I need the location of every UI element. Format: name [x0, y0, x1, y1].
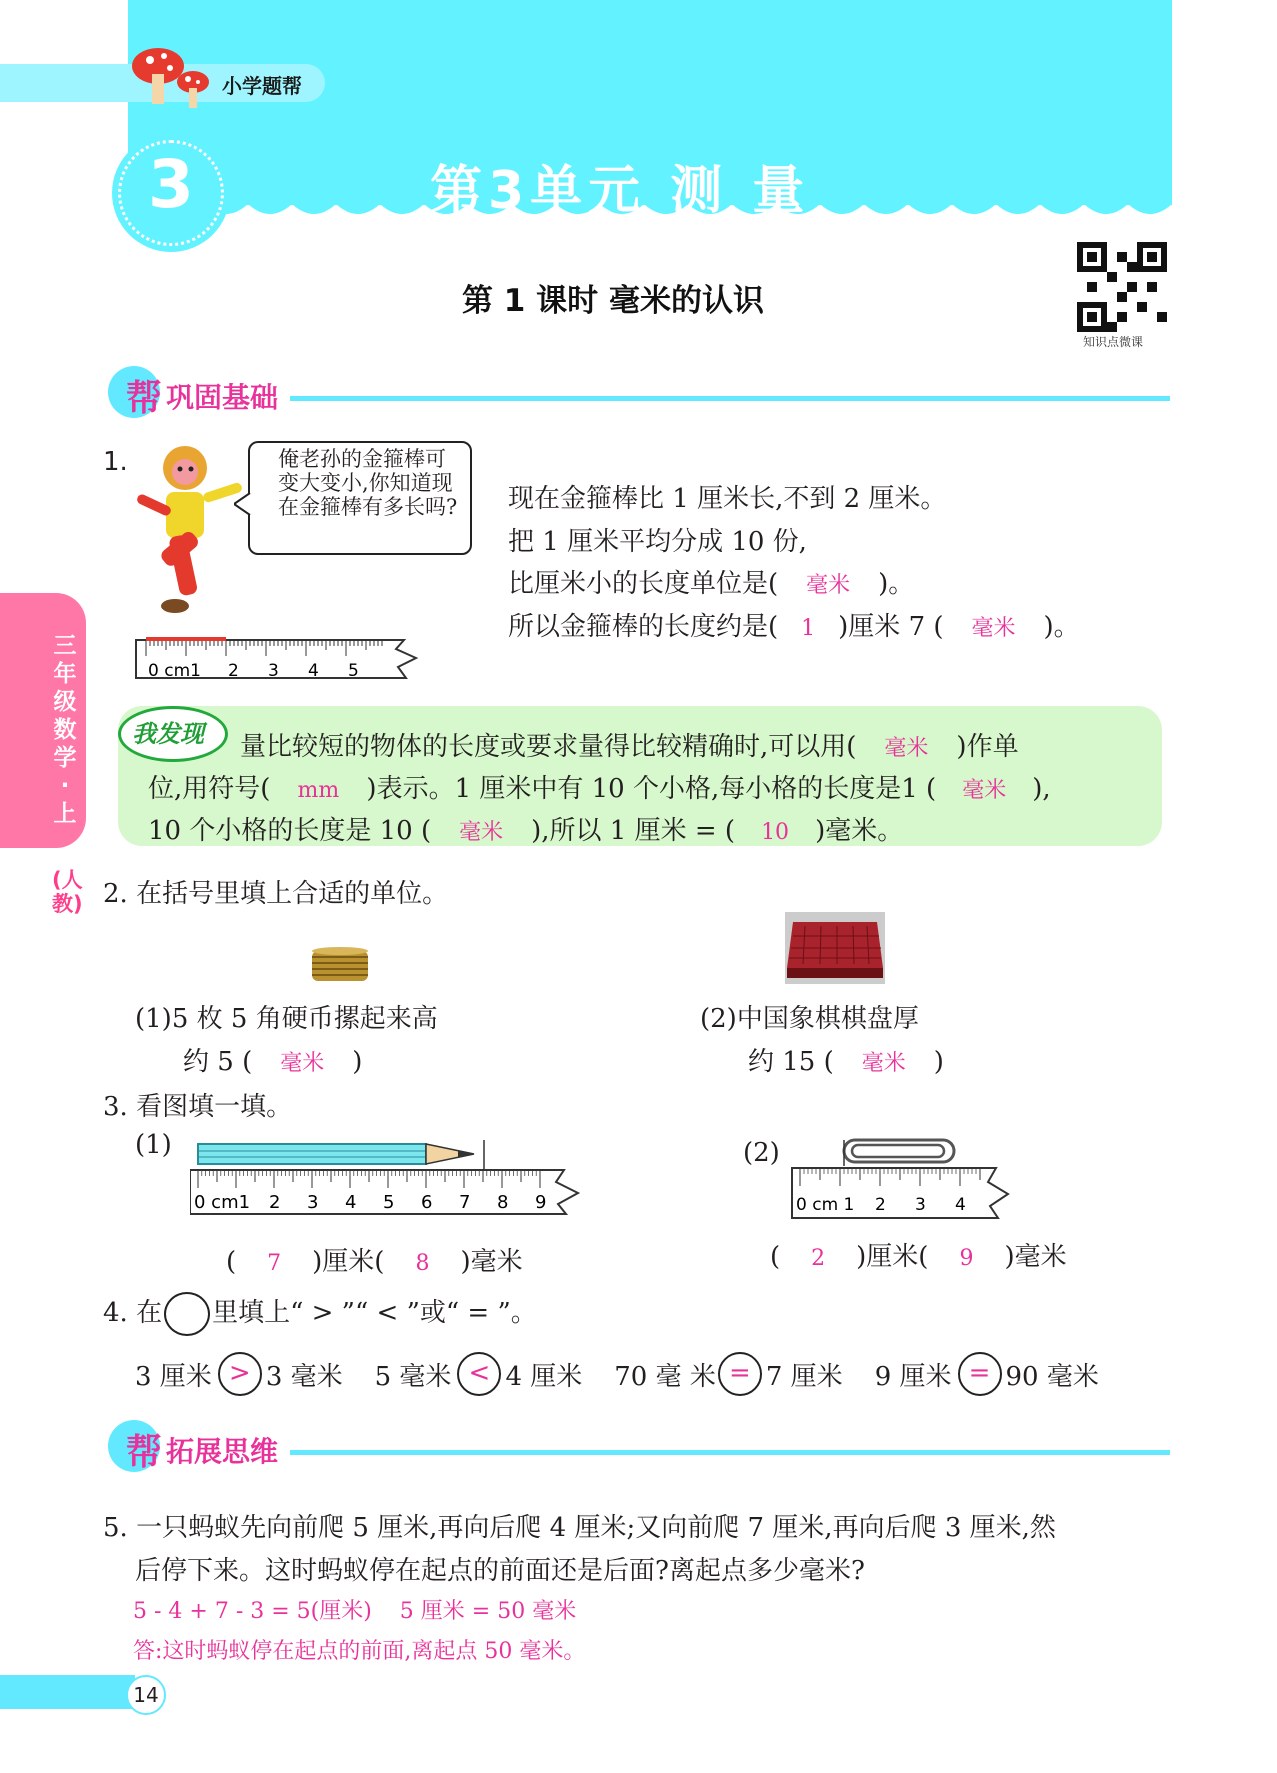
compare-circle[interactable]: < — [457, 1352, 501, 1396]
q1-line3 — [508, 563, 914, 600]
discover-text: )作单 — [956, 732, 1019, 762]
discover-text: 10 个小格的长度是 10 ( — [148, 816, 432, 846]
q1-line1: 现在金箍棒比 1 厘米长,不到 2 厘米。 — [508, 484, 947, 514]
q1-answer-unit: 毫米 — [806, 573, 851, 598]
golden-staff — [146, 637, 226, 641]
compare-circle[interactable]: = — [958, 1352, 1002, 1396]
section-bang: 帮 — [126, 378, 163, 419]
compare-circle[interactable]: > — [218, 1352, 262, 1396]
discover-text: ), — [1032, 774, 1051, 804]
q1-answer-mm: 毫米 — [971, 616, 1016, 641]
qr-caption: 知识点微课 — [1083, 335, 1144, 349]
section-bang: 帮 — [126, 1432, 163, 1473]
discover-label: 我发现 — [132, 720, 204, 748]
side-tab-edition: (人教) — [52, 868, 83, 916]
bubble-text: 俺老孙的金箍棒可变大变小,你知道现在金箍棒有多长吗? — [278, 447, 458, 519]
q5-line1: 5. 一只蚂蚁先向前爬 5 厘米,再向后爬 4 厘米;又向前爬 7 厘米,再向后爬 3 厘米,然 — [103, 1513, 1056, 1543]
qr-code-icon[interactable] — [1077, 242, 1167, 332]
section-rule — [290, 396, 1170, 401]
chessboard-icon — [785, 912, 885, 984]
q2-title: 2. 在括号里填上合适的单位。 — [103, 879, 449, 909]
ruler-label: 2 — [269, 1192, 281, 1213]
ruler-label: 3 — [307, 1192, 319, 1213]
section-header-basic — [108, 366, 1178, 426]
ruler-label: 9 — [535, 1192, 547, 1213]
q1-line4-pre: 所以金箍棒的长度约是( — [508, 612, 779, 642]
q1-line4-mid: )厘米 7 ( — [838, 612, 944, 642]
q3-p1-ruler — [190, 1138, 586, 1216]
ruler-label: 6 — [421, 1192, 433, 1213]
q3-text: ( — [770, 1242, 781, 1272]
q2b-line1: (2)中国象棋棋盘厚 — [700, 1004, 919, 1034]
brand-name: 小学题帮 — [222, 74, 302, 98]
q3-p1-answer — [226, 1241, 523, 1278]
q3-p1-label: (1) — [135, 1130, 172, 1160]
unit-number: 3 — [148, 146, 194, 223]
ruler-label: 0 cm 1 — [796, 1195, 855, 1215]
q3-p1-mm: 8 — [415, 1251, 430, 1276]
q4-right: 4 厘米 — [505, 1361, 583, 1392]
ruler-label: 5 — [348, 661, 359, 681]
q2b-line2 — [748, 1041, 944, 1078]
q3-text: )毫米 — [1004, 1242, 1067, 1272]
paperclip-icon — [844, 1140, 954, 1162]
q1-line4-post: )。 — [1043, 612, 1080, 642]
q2a-text: ) — [352, 1047, 363, 1077]
discover-text: 位,用符号( — [148, 774, 271, 804]
q4-right: 3 毫米 — [265, 1361, 343, 1392]
side-tab-grade: 三年级数学·上 — [53, 633, 77, 827]
q1-ruler — [134, 636, 424, 682]
page-number: 14 — [126, 1675, 166, 1715]
q3-title: 3. 看图填一填。 — [103, 1092, 293, 1122]
q3-text: ( — [226, 1247, 237, 1277]
q4-left: 5 毫米 — [374, 1361, 452, 1392]
q3-p2-mm: 9 — [959, 1246, 974, 1271]
mushroom-icon — [128, 44, 218, 114]
discover-answer: 毫米 — [962, 778, 1007, 803]
q5-answer-calc: 5 - 4 + 7 - 3 = 5(厘米) 5 厘米 = 50 毫米 — [133, 1599, 577, 1624]
section-header-extend — [108, 1420, 1178, 1480]
q4-title — [103, 1292, 537, 1336]
discover-text: ),所以 1 厘米 = ( — [531, 816, 736, 846]
q2a-line2 — [183, 1041, 362, 1078]
q3-p1-cm: 7 — [267, 1251, 282, 1276]
q4-right: 7 厘米 — [765, 1361, 843, 1392]
q3-text: )厘米( — [312, 1247, 385, 1277]
q2b-answer: 毫米 — [861, 1051, 906, 1076]
lesson-title: 第 1 课时 毫米的认识 — [462, 283, 764, 319]
q4-row — [135, 1352, 1099, 1396]
discover-line3 — [148, 810, 903, 847]
q2a-line1: (1)5 枚 5 角硬币摞起来高 — [135, 1004, 438, 1034]
unit-title: 第3单元 测 量 — [430, 161, 811, 221]
ruler-label: 3 — [915, 1195, 926, 1215]
q4-left: 9 厘米 — [874, 1361, 952, 1392]
page-number-bar — [0, 1675, 135, 1709]
ruler-label: 2 — [228, 661, 239, 681]
ruler-label: 7 — [459, 1192, 471, 1213]
q1-answer-cm: 1 — [801, 616, 816, 641]
q4-left: 3 厘米 — [135, 1361, 212, 1392]
q1-number: 1. — [103, 447, 128, 477]
q5-answer-text: 答:这时蚂蚁停在起点的前面,离起点 50 毫米。 — [133, 1639, 586, 1664]
q2b-text: ) — [933, 1047, 944, 1077]
q1-line3-pre: 比厘米小的长度单位是( — [508, 569, 779, 599]
ruler-label: 2 — [875, 1195, 886, 1215]
q2a-text: 约 5 ( — [183, 1047, 253, 1077]
ruler-label: 4 — [955, 1195, 966, 1215]
blank-circle-icon — [164, 1292, 210, 1336]
q1-line2: 把 1 厘米平均分成 10 份, — [508, 527, 807, 557]
q3-p2-cm: 2 — [811, 1246, 826, 1271]
q4-text: 里填上“ > ”“ < ”或“ = ”。 — [212, 1298, 537, 1328]
q3-p2-answer — [770, 1236, 1067, 1273]
section-rule — [290, 1450, 1170, 1455]
discover-line2 — [148, 768, 1051, 805]
monkey-king-icon — [130, 440, 250, 625]
q1-line3-post: )。 — [878, 569, 915, 599]
q4-left: 70 毫 米 — [614, 1361, 716, 1392]
discover-line1 — [240, 726, 1019, 763]
q2b-text: 约 15 ( — [748, 1047, 834, 1077]
q1-line4 — [508, 606, 1080, 643]
ruler-label: 4 — [345, 1192, 357, 1213]
q4-text: 4. 在 — [103, 1298, 163, 1328]
discover-answer: 毫米 — [459, 820, 504, 845]
q4-right: 90 毫米 — [1005, 1361, 1099, 1392]
bubble-tail — [234, 493, 252, 515]
q2a-answer: 毫米 — [280, 1051, 325, 1076]
discover-answer: mm — [297, 778, 340, 803]
section-label: 拓展思维 — [166, 1435, 279, 1468]
coin-stack-icon — [308, 945, 373, 985]
ruler-label: 0 cm1 — [194, 1192, 251, 1213]
q3-text: )厘米( — [856, 1242, 929, 1272]
discover-text: )毫米。 — [815, 816, 904, 846]
discover-answer: 10 — [761, 820, 790, 845]
ruler-label: 4 — [308, 661, 319, 681]
discover-text: 量比较短的物体的长度或要求量得比较精确时,可以用( — [240, 732, 857, 762]
section-label: 巩固基础 — [166, 381, 279, 414]
ruler-label: 3 — [268, 661, 279, 681]
ruler-label: 0 cm1 — [148, 661, 201, 681]
discover-text: )表示。1 厘米中有 10 个小格,每小格的长度是1 ( — [366, 774, 937, 804]
pencil-body — [198, 1144, 426, 1164]
q5-line2: 后停下来。这时蚂蚁停在起点的前面还是后面?离起点多少毫米? — [135, 1556, 865, 1586]
q3-p2-ruler — [788, 1138, 1028, 1220]
compare-circle[interactable]: = — [718, 1352, 762, 1396]
discover-answer: 毫米 — [884, 736, 929, 761]
q3-p2-label: (2) — [743, 1138, 780, 1168]
ruler-label: 5 — [383, 1192, 395, 1213]
ruler-label: 8 — [497, 1192, 509, 1213]
q3-text: )毫米 — [460, 1247, 523, 1277]
